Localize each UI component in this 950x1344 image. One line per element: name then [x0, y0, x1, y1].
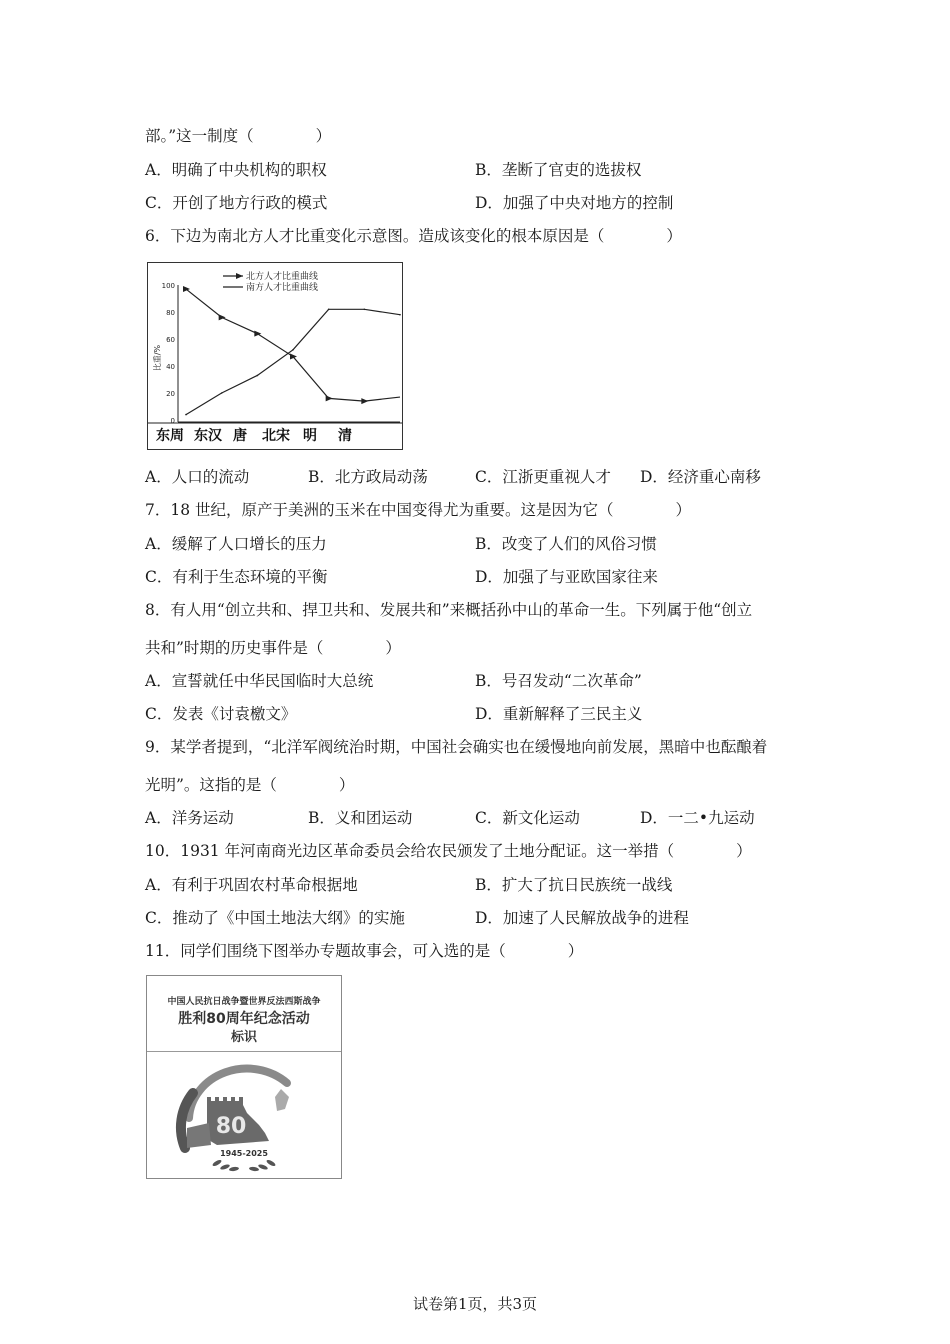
q6-option-b: B．北方政局动荡	[308, 468, 428, 486]
y-tick-label: 100	[161, 282, 175, 290]
south-series-point	[185, 414, 187, 416]
q7-option-c: C．有利于生态环境的平衡	[145, 568, 328, 586]
q9-stem-line2: 光明”。这指的是（ ）	[145, 776, 355, 794]
q9-option-b: B．义和团运动	[308, 809, 413, 827]
south-series-line	[186, 309, 400, 414]
north-series-line	[186, 289, 400, 401]
q6-option-d: D．经济重心南移	[640, 468, 761, 486]
logo-title-line2: 胜利80周年纪念活动	[178, 1011, 310, 1027]
y-tick-label: 40	[166, 363, 175, 371]
y-axis-label: 比重/%	[153, 344, 162, 372]
south-series-point	[328, 309, 330, 311]
anniversary-logo-image	[146, 975, 342, 1179]
x-category-label: 北宋	[262, 428, 290, 444]
q6-stem: 6．下边为南北方人才比重变化示意图。造成该变化的根本原因是（ ）	[145, 227, 682, 245]
talent-ratio-chart	[147, 262, 403, 450]
q8-stem-line2: 共和”时期的历史事件是（ ）	[145, 639, 401, 657]
x-category-label: 明	[303, 428, 317, 444]
q5-option-b: B．垄断了官吏的选拔权	[475, 161, 642, 179]
north-series-point	[326, 395, 333, 401]
page-footer: 试卷第1页，共3页	[412, 1295, 538, 1313]
legend-south-label: 南方人才比重曲线	[246, 283, 319, 293]
x-category-label: 唐	[233, 428, 247, 444]
q8-option-c: C．发表《讨袁檄文》	[145, 705, 297, 723]
north-series-point	[219, 314, 226, 320]
north-series-point	[290, 354, 297, 360]
q8-option-b: B．号召发动“二次革命”	[475, 672, 642, 690]
q6-option-c: C．江浙更重视人才	[475, 468, 611, 486]
y-tick-label: 20	[166, 390, 175, 398]
q10-option-b: B．扩大了抗日民族统一战线	[475, 876, 673, 894]
x-category-label: 东周	[156, 428, 184, 444]
q8-option-a: A．宣誓就任中华民国临时大总统	[145, 672, 374, 690]
q6-option-a: A．人口的流动	[145, 468, 250, 486]
south-series-point	[364, 309, 366, 311]
q5-stem-tail: 部。”这一制度（ ）	[145, 127, 332, 145]
chart-svg	[148, 263, 402, 449]
logo-title-line1: 中国人民抗日战争暨世界反法西斯战争	[167, 997, 321, 1007]
y-tick-label: 0	[170, 417, 175, 425]
y-tick-label: 60	[166, 336, 175, 344]
q9-stem-line1: 9．某学者提到，“北洋军阀统治时期，中国社会确实也在缓慢地向前发展，黑暗中也酝酿着	[145, 738, 768, 756]
q8-option-d: D．重新解释了三民主义	[475, 705, 643, 723]
q9-option-a: A．洋务运动	[145, 809, 234, 827]
q10-option-c: C．推动了《中国土地法大纲》的实施	[145, 909, 405, 927]
q10-option-d: D．加速了人民解放战争的进程	[475, 909, 689, 927]
logo-years: 1945-2025	[220, 1149, 268, 1158]
q9-option-c: C．新文化运动	[475, 809, 580, 827]
south-series-point	[221, 392, 223, 394]
south-series-point	[257, 375, 259, 377]
south-series-point	[292, 349, 294, 351]
q7-option-a: A．缓解了人口增长的压力	[145, 535, 327, 553]
q8-stem-line1: 8．有人用“创立共和、捍卫共和、发展共和”来概括孙中山的革命一生。下列属于他“创立	[145, 601, 753, 619]
q7-option-b: B．改变了人们的风俗习惯	[475, 535, 657, 553]
x-category-label: 东汉	[194, 428, 222, 444]
logo-title-line3: 标识	[230, 1030, 257, 1045]
q5-option-d: D．加强了中央对地方的控制	[475, 194, 674, 212]
logo-divider	[147, 1051, 341, 1052]
south-series-point	[399, 314, 401, 316]
north-series-point	[361, 398, 368, 404]
legend-north-marker	[236, 273, 243, 279]
q9-option-d: D．一二•九运动	[640, 809, 755, 827]
legend-north-label: 北方人才比重曲线	[246, 272, 319, 282]
q7-stem: 7．18 世纪，原产于美洲的玉米在中国变得尤为重要。这是因为它（ ）	[145, 501, 692, 519]
q5-option-c: C．开创了地方行政的模式	[145, 194, 328, 212]
q5-option-a: A．明确了中央机构的职权	[145, 161, 327, 179]
q7-option-d: D．加强了与亚欧国家往来	[475, 568, 658, 586]
logo-number: 80	[215, 1114, 247, 1139]
y-tick-label: 80	[166, 309, 175, 317]
q10-option-a: A．有利于巩固农村革命根据地	[145, 876, 358, 894]
x-category-label: 清	[338, 428, 352, 444]
q11-stem: 11．同学们围绕下图举办专题故事会，可入选的是（ ）	[145, 942, 584, 960]
great-wall-emblem-icon	[147, 1053, 341, 1178]
q10-stem: 10．1931 年河南商光边区革命委员会给农民颁发了土地分配证。这一举措（ ）	[145, 842, 752, 860]
